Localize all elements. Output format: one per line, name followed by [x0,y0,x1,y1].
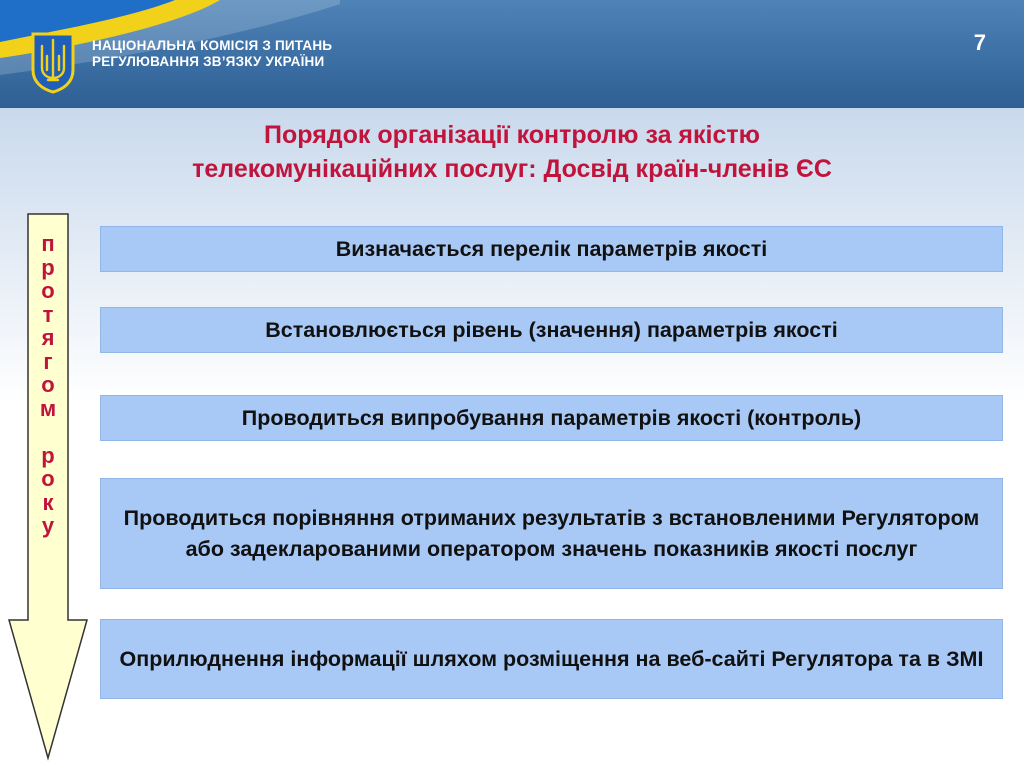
timeline-letter: у [41,513,55,538]
step-text-3: Проводиться випробування параметрів якості (контроль) [241,405,862,430]
timeline-letter: п [41,231,55,256]
timeline-letter: р [41,254,55,280]
step-text-2: Встановлюється рівень (значення) параметрів якості [265,317,838,342]
step-text-4: Проводиться порівняння отриманих результатів з встановленими Регулятором або задекларованими оператором значень показників якості послуг [123,505,980,561]
step-box-4 [100,478,1003,589]
timeline-letter: м [39,395,57,421]
organization-name-line1: НАЦІОНАЛЬНА КОМІСІЯ З ПИТАНЬ [92,38,333,53]
timeline-label [28,232,68,538]
timeline-letter-gap [28,420,68,444]
timeline-letter: о [41,466,55,491]
step-box-1 [100,226,1003,272]
timeline-letter: о [41,278,55,303]
step-text-1: Визначається перелік параметрів якості [335,236,768,261]
timeline-letter: т [42,301,54,327]
step-box-3 [100,395,1003,441]
step-box-2 [100,307,1003,353]
step-box-5 [100,619,1003,699]
timeline-letter: о [41,372,55,397]
trident-emblem-icon [30,32,76,94]
timeline-letter: я [41,325,55,350]
timeline-letter: р [41,442,55,468]
organization-name-line2: РЕГУЛЮВАННЯ ЗВ’ЯЗКУ УКРАЇНИ [92,54,325,69]
timeline-letter: к [42,489,54,515]
timeline-letter: г [43,348,53,374]
slide-title-line1: Порядок організації контролю за якістю [264,121,760,149]
header-bar [0,0,1024,108]
slide-title [60,118,964,186]
slide-title-line2: телекомунікаційних послуг: Досвід країн-членів ЄС [192,155,832,183]
step-text-5: Оприлюднення інформації шляхом розміщення на веб-сайті Регулятора та в ЗМІ [119,646,984,671]
organization-name [92,38,332,70]
page-number: 7 [973,30,986,55]
